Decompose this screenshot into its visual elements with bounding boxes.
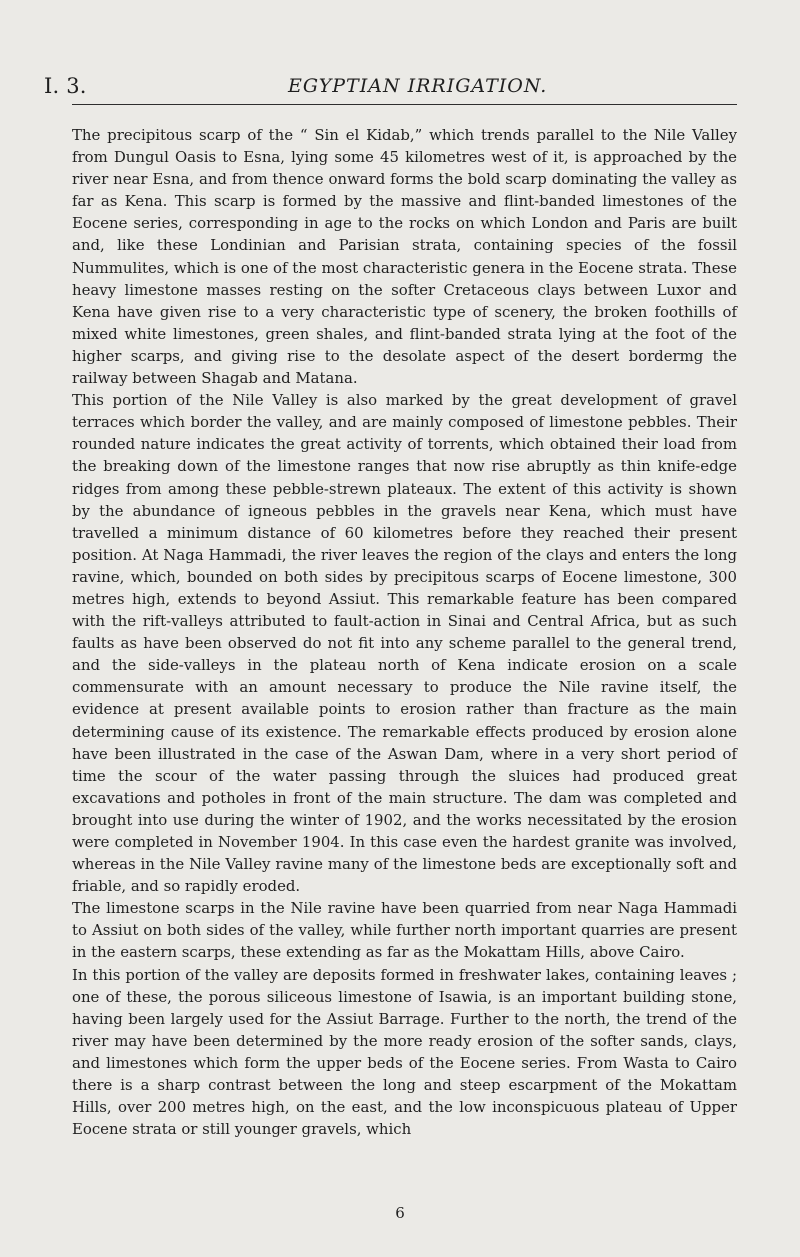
paragraph-3: The limestone scarps in the Nile ravine have been quarried from near Naga Hammadi to Assiut on both sides of the valley, while further north important quarries are present in the eastern scarps, these extending as far as the Mokattam Hills, above Cairo. xyxy=(72,899,737,962)
paragraph-1: The precipitous scarp of the “ Sin el Kidab,” which trends parallel to the Nile Valley from Dungul Oasis to Esna, lying some 45 kilometres west of it, is approached by the river near Esna, and from thence onward forms the bold scarp dominating the valley as far as Kena. This scarp is formed by the massive and flint-banded limestones of the Eocene series, corresponding in age to the rocks on which London and Paris are built and, like these Londinian and Parisian strata, containing species of the fossil Nummulites, which is one of the most characteristic genera in the Eocene strata. These heavy limestone masses resting on the softer Cretaceous clays between Luxor and Kena have given rise to a very characteristic type of scenery, the broken foothills of mixed white limestones, green shales, and flint-banded strata lying at the foot of the higher scarps, and giving rise to the desolate aspect of the desert bordermg the railway between Shagab and Matana. xyxy=(72,126,737,388)
section-number: I. 3. xyxy=(44,74,87,98)
header-rule xyxy=(72,104,737,105)
page-number: 6 xyxy=(395,1204,405,1222)
paragraph-2: This portion of the Nile Valley is also marked by the great development of gravel terraces which border the valley, and are mainly composed of limestone pebbles. Their rounded nature indicates the great activity of torrents, which obtained their load from the breaking down of the limestone ranges that now rise abruptly as thin knife-edge ridges from among these pebble-strewn plateaux. The extent of this activity is shown by the abundance of igneous pebbles in the gravels near Kena, which must have travelled a minimum distance of 60 kilometres before they reached their present position. At Naga Hammadi, the river leaves the region of the clays and enters the long ravine, which, bounded on both sides by precipitous scarps of Eocene limestone, 300 metres high, extends to beyond Assiut. This remarkable feature has been compared with the rift-valleys attributed to fault-action in Sinai and Central Africa, but as such faults as have been observed do not fit into any scheme parallel to the general trend, and the side-valleys in the plateau north of Kena indicate erosion on a scale commensurate with an amount necessary to produce the Nile ravine itself, the evidence at present available points to erosion rather than fracture as the main determining cause of its existence. The remarkable effects produced by erosion alone have been illustrated in the case of the Aswan Dam, where in a very short period of time the scour of the water passing through the sluices had produced great excavations and potholes in front of the main structure. The dam was completed and brought into use during the winter of 1902, and the works necessitated by the erosion were completed in November 1904. In this case even the hardest granite was involved, whereas in the Nile Valley ravine many of the limestone beds are exceptionally soft and friable, and so rapidly eroded. xyxy=(72,391,737,896)
body-text xyxy=(72,124,737,1201)
running-title: EGYPTIAN IRRIGATION. xyxy=(288,75,548,97)
paragraph-4: In this portion of the valley are deposits formed in freshwater lakes, containing leaves ; one of these, the porous siliceous limestone of Isawia, is an important building stone, having been largely used for the Assiut Barrage. Further to the north, the trend of the river may have been determined by the more ready erosion of the softer sands, clays, and limestones which form the upper beds of the Eocene series. From Wasta to Cairo there is a sharp contrast between the long and steep escarpment of the Mokattam Hills, over 200 metres high, on the east, and the low inconspicuous plateau of Upper Eocene strata or still younger gravels, which xyxy=(72,965,737,1139)
page-header xyxy=(44,74,739,108)
